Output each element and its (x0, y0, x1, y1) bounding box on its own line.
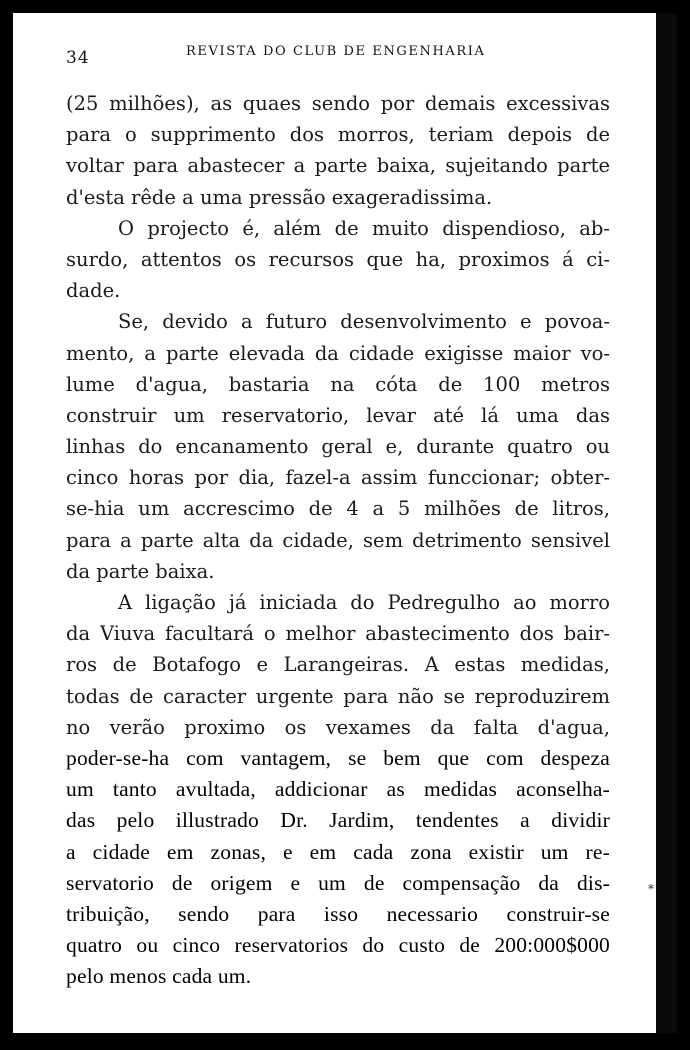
article-body (66, 88, 610, 992)
text-line: (25 milhões), as quaes sendo por demais excessivas (66, 92, 610, 115)
text-line: ros de Botafogo e Larangeiras. A estas medidas, (66, 653, 610, 677)
paragraph-first-line: O projecto é, além de muito dispendioso, ab- (118, 216, 610, 240)
text-line: mento, a parte elevada da cidade exigisse maior vo- (66, 341, 610, 365)
text-line: da Viuva facultará o melhor abastecimento dos bair- (66, 622, 610, 646)
text-line: d'esta rêde a uma pressão exageradissima. (66, 185, 493, 209)
text-line: pelo menos cada um. (66, 964, 252, 989)
text-line: para a parte alta da cidade, sem detrimento sensivel (66, 528, 610, 552)
text-line: dade. (66, 279, 121, 303)
page-edge-shadow (656, 13, 677, 1033)
text-line: poder-se-ha com vantagem, se bem que com despeza (66, 745, 610, 770)
page-number: 34 (66, 48, 90, 68)
text-line: servatorio de origem e um de compensação da dis- (66, 870, 610, 895)
running-head (66, 44, 626, 74)
text-line: um tanto avultada, addicionar as medidas aconselha- (66, 777, 610, 802)
text-line: todas de caracter urgente para não se reproduzirem (66, 684, 610, 708)
text-line: lume d'agua, bastaria na cóta de 100 metros (66, 372, 610, 396)
text-line: construir um reservatorio, levar até lá uma das (66, 403, 610, 427)
text-line: se-hia um accrescimo de 4 a 5 milhões de litros, (66, 497, 610, 521)
text-line: linhas do encanamento geral e, durante quatro ou (66, 435, 610, 459)
text-line: quatro ou cinco reservatorios do custo de 200:000$000 (66, 933, 610, 958)
text-line: voltar para abastecer a parte baixa, sujeitando parte (66, 154, 610, 178)
text-line: das pelo illustrado Dr. Jardim, tendentes a dividir (66, 808, 610, 833)
text-line: tribuição, sendo para isso necessario construir-se (66, 901, 610, 926)
text-line: no verão proximo os vexames da falta d'agua, (66, 715, 610, 739)
paragraph-first-line: Se, devido a futuro desenvolvimento e povoa- (118, 310, 610, 334)
paragraph-first-line: A ligação já iniciada do Pedregulho ao morro (118, 591, 610, 614)
journal-title: REVISTA DO CLUB DE ENGENHARIA (186, 44, 486, 59)
text-line: a cidade em zonas, e em cada zona existir um re- (66, 839, 610, 864)
text-line: para o supprimento dos morros, teriam depois de (66, 123, 610, 147)
text-line: surdo, attentos os recursos que ha, proximos á ci- (66, 247, 610, 271)
margin-mark: * (648, 882, 654, 896)
text-line: cinco horas por dia, fazel-a assim funccionar; obter- (66, 466, 610, 490)
text-line: da parte baixa. (66, 559, 215, 583)
